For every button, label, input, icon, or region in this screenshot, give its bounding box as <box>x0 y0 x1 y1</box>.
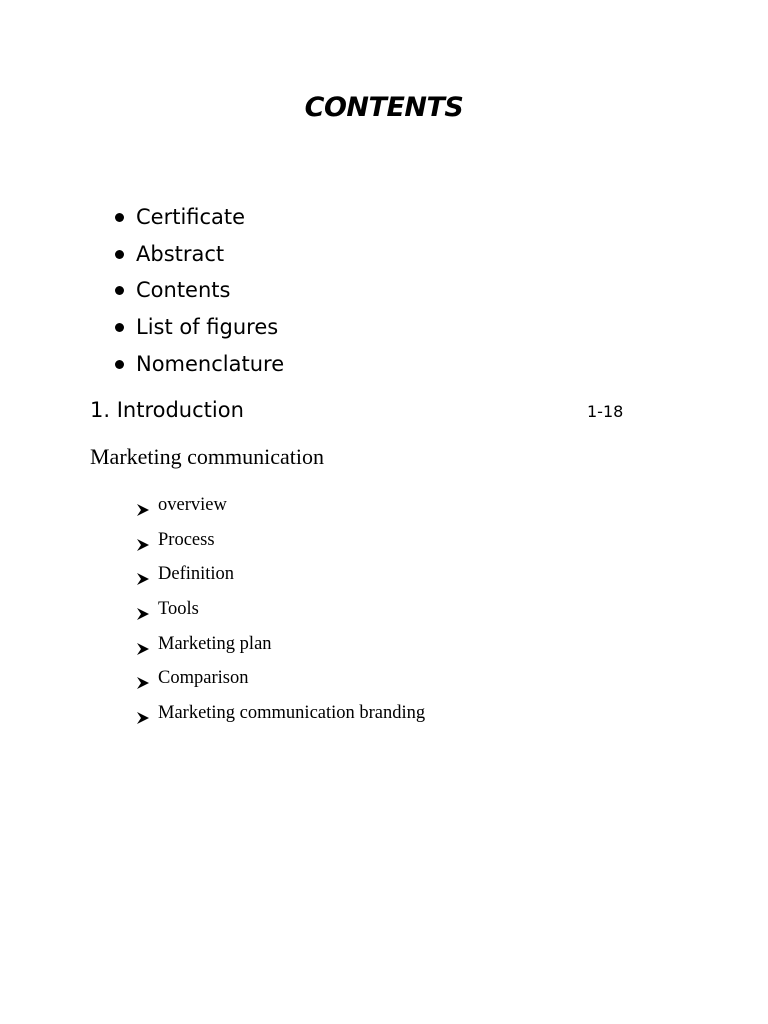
bullet-icon <box>115 213 124 222</box>
section-item-label: Definition <box>158 564 235 585</box>
bullet-icon <box>115 323 124 332</box>
list-item <box>110 272 284 309</box>
arrowhead-icon <box>136 525 158 556</box>
arrowhead-icon <box>136 698 158 729</box>
front-matter-label: Nomenclature <box>136 351 285 376</box>
front-matter-label: List of figures <box>136 315 279 340</box>
list-item <box>110 309 284 346</box>
front-matter-label: Certificate <box>136 205 246 229</box>
list-item <box>110 346 284 383</box>
arrowhead-icon <box>136 629 158 660</box>
arrowhead-icon <box>136 559 158 590</box>
section-item-label: Comparison <box>158 668 249 689</box>
front-matter-list <box>110 199 284 382</box>
list-item <box>136 594 425 629</box>
section-item-label: overview <box>158 495 227 515</box>
front-matter-label: Contents <box>136 278 231 303</box>
list-item <box>136 559 425 594</box>
list-item <box>136 698 425 733</box>
chapter-heading: 1. Introduction <box>90 398 244 422</box>
bullet-icon <box>115 286 124 295</box>
bullet-icon <box>115 250 124 259</box>
section-heading: Marketing communication <box>90 444 324 469</box>
section-item-label: Marketing communication branding <box>158 703 426 724</box>
bullet-icon <box>115 360 124 369</box>
list-item <box>136 490 425 525</box>
list-item <box>136 663 425 698</box>
list-item <box>136 629 425 664</box>
section-item-label: Marketing plan <box>158 633 272 654</box>
arrowhead-icon <box>136 663 158 694</box>
list-item <box>136 525 425 560</box>
section-item-label: Tools <box>158 599 199 620</box>
arrowhead-icon <box>136 594 158 625</box>
list-item <box>110 199 284 236</box>
list-item <box>110 236 284 273</box>
front-matter-label: Abstract <box>136 241 225 266</box>
chapter-page-range: 1-18 <box>587 402 624 421</box>
section-item-label: Process <box>158 529 215 550</box>
page-title: CONTENTS <box>304 92 464 123</box>
arrowhead-icon <box>136 490 158 521</box>
section-item-list <box>136 490 425 733</box>
